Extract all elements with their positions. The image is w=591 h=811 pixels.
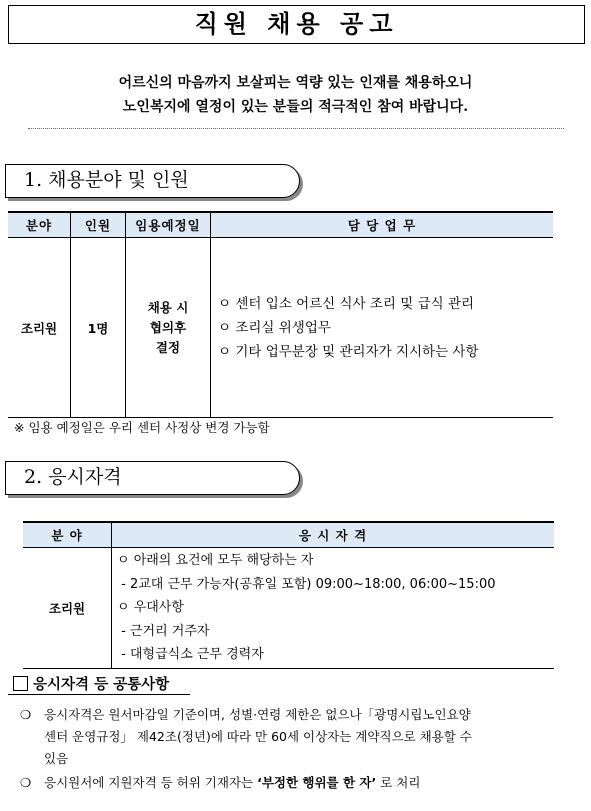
date-cell <box>126 238 211 418</box>
checkbox-square-icon <box>13 676 28 691</box>
qualification-item: - 근거리 거주자 <box>117 623 210 639</box>
count-cell: 1명 <box>71 238 126 418</box>
field-cell: 조리원 <box>23 548 112 669</box>
common-item-2-post: 로 처리 <box>376 775 421 790</box>
header-duties: 담 당 업 무 <box>211 212 554 238</box>
common-item-2-text <box>20 772 586 794</box>
common-item-2-pre: 응시원서에 지원자격 등 허위 기재자는 <box>44 775 258 790</box>
header-date: 임용예정일 <box>126 212 211 238</box>
qualifications-cell <box>112 548 555 669</box>
intro-line-2: 노인복지에 열정이 있는 분들의 적극적인 참여 바랍니다. <box>122 99 469 115</box>
qualification-table <box>23 521 554 669</box>
header-field: 분야 <box>8 212 71 238</box>
date-line-1: 채용 시 <box>147 299 189 315</box>
common-heading-text: 응시자격 등 공통사항 <box>33 677 170 693</box>
table-row <box>23 548 554 669</box>
heading-underline <box>8 694 190 695</box>
header-qualifications: 응 시 자 격 <box>112 522 555 548</box>
date-line-3: 결정 <box>155 339 181 355</box>
table-header-row <box>23 522 554 548</box>
common-item-1 <box>20 704 586 770</box>
divider <box>28 128 564 129</box>
qualification-item: ㅇ 아래의 요건에 모두 해당하는 자 <box>117 553 314 568</box>
schedule-note: ※ 임용 예정일은 우리 센터 사정상 변경 가능함 <box>14 420 270 435</box>
header-count: 인원 <box>71 212 126 238</box>
recruitment-table <box>8 211 553 418</box>
common-item-2 <box>20 772 586 794</box>
duty-item: ㅇ 기타 업무분장 및 관리자가 지시하는 사항 <box>218 343 479 360</box>
date-line-2: 협의후 <box>149 319 187 335</box>
circle-bullet-icon: ❍ <box>20 707 32 722</box>
common-requirements-heading <box>13 673 169 694</box>
duty-item: ㅇ 센터 입소 어르신 식사 조리 및 급식 관리 <box>218 295 475 312</box>
header-field: 분 야 <box>23 522 112 548</box>
section-1-heading: 1. 채용분야 및 인원 <box>5 164 300 198</box>
table-row <box>8 238 553 418</box>
duties-cell <box>211 238 554 418</box>
intro-line-1: 어르신의 마음까지 보살피는 역량 있는 인재를 채용하오니 <box>118 75 473 91</box>
qualification-item: - 대형급식소 근무 경력자 <box>117 647 264 662</box>
table-header-row <box>8 212 553 238</box>
duty-item: ㅇ 조리실 위생업무 <box>218 319 331 336</box>
common-item-1-line-1: 응시자격은 원서마감일 기준이며, 성별·연령 제한은 없으나「광명시립노인요양 <box>44 707 471 722</box>
page-title: 직원 채용 공고 <box>8 5 585 44</box>
section-2-heading: 2. 응시자격 <box>5 461 300 495</box>
common-item-1-line-3: 있음 <box>44 751 69 766</box>
qualification-item: - 2교대 근무 가능자(공휴일 포함) 09:00~18:00, 06:00~15:00 <box>117 576 496 592</box>
qualification-item: ㅇ 우대사항 <box>117 600 184 615</box>
common-item-2-quote: ‘부정한 행위를 한 자’ <box>257 775 377 790</box>
field-cell: 조리원 <box>8 238 71 418</box>
circle-bullet-icon: ❍ <box>20 775 32 790</box>
common-item-1-line-2: 센터 운영규정」 제42조(정년)에 따라 만 60세 이상자는 계약직으로 채용할 수 <box>44 729 472 744</box>
